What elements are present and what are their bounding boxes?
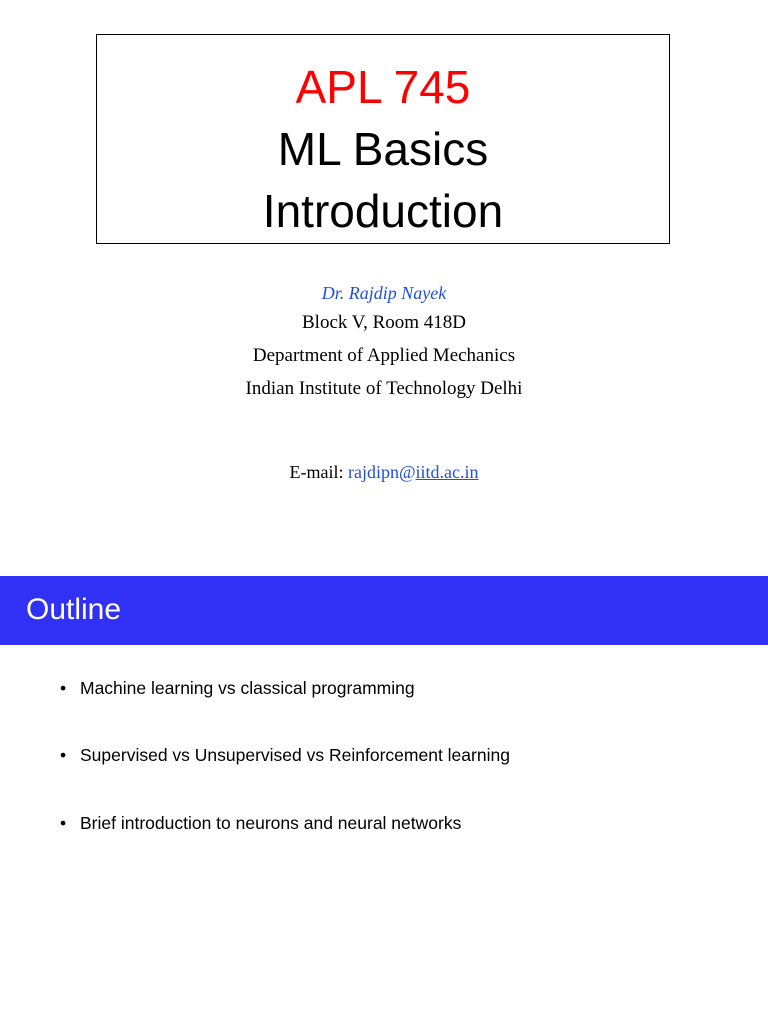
- title-box: [96, 34, 670, 244]
- title-line-1: ML Basics: [277, 123, 489, 175]
- list-item-text: Brief introduction to neurons and neural networks: [80, 813, 462, 833]
- list-item-text: Machine learning vs classical programming: [80, 678, 415, 698]
- course-code: APL 745: [295, 61, 471, 113]
- bullet-icon: •: [60, 813, 67, 833]
- email-label: E-mail:: [289, 462, 344, 482]
- outline-heading: Outline: [26, 593, 122, 626]
- outline-header-bar: [0, 576, 768, 645]
- institute: Indian Institute of Technology Delhi: [245, 378, 523, 399]
- department: Department of Applied Mechanics: [252, 345, 516, 366]
- bullet-icon: •: [60, 745, 67, 765]
- title-line-2: Introduction: [262, 185, 504, 237]
- list-item: [60, 811, 461, 835]
- email-line: [0, 462, 768, 483]
- office-location: Block V, Room 418D: [302, 312, 466, 333]
- list-item: [60, 743, 510, 767]
- bullet-icon: •: [60, 678, 67, 698]
- author-block: [0, 280, 768, 405]
- list-item: [60, 676, 415, 700]
- author-name: Dr. Rajdip Nayek: [321, 283, 447, 303]
- list-item-text: Supervised vs Unsupervised vs Reinforcement learning: [80, 745, 510, 765]
- outline-slide: [0, 576, 768, 1024]
- email-user: rajdipn@: [347, 462, 416, 482]
- email-link[interactable]: iitd.ac.in: [415, 462, 479, 482]
